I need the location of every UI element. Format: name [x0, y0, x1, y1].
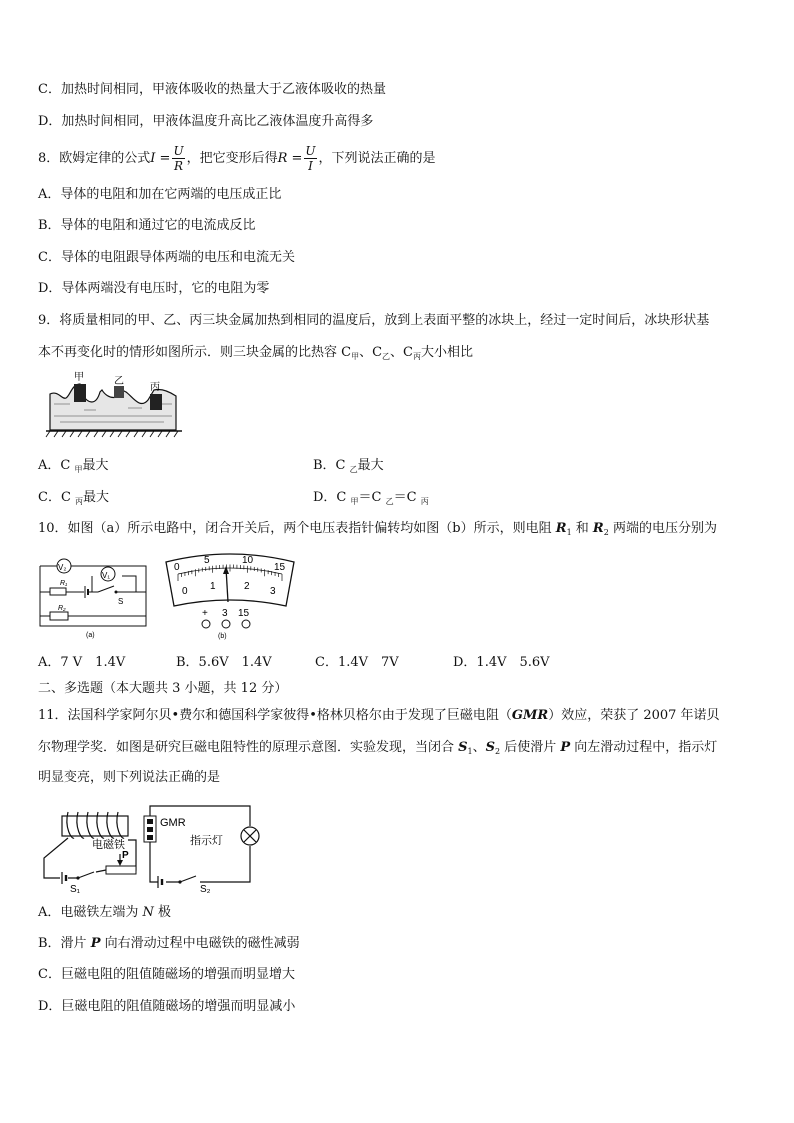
resistor-r1 [50, 588, 66, 595]
formula1-numerator: U [173, 144, 184, 158]
switch-contact [115, 591, 118, 594]
q11-gmr: GMR [511, 708, 549, 723]
formula1-lhs: I [150, 151, 156, 166]
q10-r1: R [555, 521, 567, 536]
q11-a-end: 极 [153, 905, 172, 920]
label-magnet: 电磁铁 [92, 839, 125, 851]
gmr-block-3 [147, 835, 153, 840]
label-v2: V₂ [58, 563, 67, 572]
q8-option-b: B．导体的电阻和通过它的电流成反比 [38, 218, 256, 233]
q10-r1-sub: 1 [566, 528, 572, 537]
q9-a-post: 最大 [82, 458, 109, 473]
q9-d-sub3: 丙 [420, 497, 429, 506]
q11-option-b [38, 934, 300, 954]
label-r2: R₂ [58, 605, 66, 612]
label-bing: 丙 [150, 382, 160, 393]
q9-sep2: 、C [390, 345, 413, 360]
gmr-block-1 [147, 819, 153, 824]
bottom-scale-0: 0 [182, 586, 188, 597]
q9-sub-bing: 丙 [413, 352, 421, 361]
q11-option-d: D．巨磁电阻的阻值随磁场的增强而明显减小 [38, 999, 296, 1014]
q8-stem-part2: ，把它变形后得 [186, 151, 278, 166]
metal-jia [74, 384, 86, 402]
resistor-r2 [50, 612, 68, 620]
s2-pivot [178, 880, 181, 883]
q9-d-pre: D．C [313, 490, 351, 505]
q9-d-mid1: ＝C [358, 490, 386, 505]
q11-sep: 、 [472, 740, 486, 755]
q9-c-pre: C．C [38, 490, 76, 505]
q10-stem-b: 和 [571, 521, 593, 536]
q10-stem-a: 10．如图（a）所示电路中，闭合开关后，两个电压表指针偏转均如图（b）所示，则电阻 [38, 521, 556, 536]
q7-option-d: D．加热时间相同，甲液体温度升高比乙液体温度升高得多 [38, 114, 374, 129]
q11-p: P [560, 740, 571, 755]
q9-d-sub1: 甲 [350, 497, 359, 506]
q11-stem-2a: 尔物理学奖．如图是研究巨磁电阻特性的原理示意图．实验发现，当闭合 [38, 740, 459, 755]
q9-sep1: 、C [359, 345, 383, 360]
metal-bing [150, 394, 162, 410]
formula2-fraction [304, 144, 316, 173]
terminal-plus: + [202, 608, 208, 619]
q10-r2: R [592, 521, 604, 536]
switch-s1 [78, 872, 94, 878]
switch-s2 [180, 876, 196, 882]
q9-sub-yi: 乙 [382, 352, 391, 361]
label-s1: S₁ [70, 884, 81, 894]
switch-lever [98, 586, 114, 592]
metal-yi [114, 386, 124, 398]
q9-option-a [38, 456, 108, 480]
label-s2: S₂ [200, 884, 211, 894]
formula2-denominator: I [308, 159, 313, 173]
q8-option-d: D．导体两端没有电压时，它的电阻为零 [38, 281, 270, 296]
voltmeter-dial-figure [160, 548, 300, 640]
q11-s2: S [485, 740, 496, 755]
gmr-experiment-figure [40, 800, 270, 894]
q9-a-pre: A．C [38, 458, 75, 473]
q9-stem-line1: 9．将质量相同的甲、乙、丙三块金属加热到相同的温度后，放到上表面平整的冰块上，经过一定时间后，冰块形状基 [38, 313, 710, 328]
q9-stem-end: 大小相比 [421, 345, 474, 360]
q7-option-c: C．加热时间相同，甲液体吸收的热量大于乙液体吸收的热量 [38, 82, 386, 97]
q9-d-sub2: 乙 [385, 497, 394, 506]
q9-b-sub: 乙 [349, 465, 358, 474]
q11-stem-line1 [38, 706, 720, 726]
q11-b-p: P [90, 936, 101, 951]
label-p: P [122, 850, 129, 861]
q11-stem-2b: 后使滑片 [500, 740, 561, 755]
ground-hatch [46, 431, 178, 437]
q8-option-a: A．导体的电阻和加在它两端的电压成正比 [38, 187, 282, 202]
terminal-15-knob [242, 620, 250, 628]
q9-sub-jia: 甲 [351, 352, 360, 361]
q9-option-c [38, 488, 109, 512]
q9-a-sub: 甲 [74, 465, 83, 474]
q9-option-b [313, 456, 384, 480]
top-scale-15: 15 [274, 562, 286, 573]
q11-stem-line2 [38, 738, 717, 762]
q9-b-post: 最大 [357, 458, 384, 473]
q9-d-mid2: ＝C [393, 490, 421, 505]
q11-b-text: B．滑片 [38, 936, 91, 951]
terminal-15: 15 [238, 608, 250, 619]
label-s: S [118, 597, 124, 606]
q10-r2-sub: 2 [603, 528, 609, 537]
bottom-scale-1: 1 [210, 581, 216, 592]
q9-stem-line2 [38, 343, 473, 367]
label-jia: 甲 [74, 372, 84, 383]
q10-option-c: C．1.4V 7V [315, 655, 399, 670]
formula1-denominator: R [173, 159, 184, 173]
terminal-plus-knob [202, 620, 210, 628]
q11-s1: S [458, 740, 468, 755]
q11-s2-sub: 2 [495, 747, 501, 756]
label-r1: R₁ [60, 580, 68, 587]
electromagnet-core [62, 816, 128, 836]
gmr-block-2 [147, 827, 153, 832]
top-scale-0: 0 [174, 562, 180, 573]
q10-stem-c: 两端的电压分别为 [608, 521, 717, 536]
caption-a: (a) [86, 632, 95, 639]
q11-option-c: C．巨磁电阻的阻值随磁场的增强而明显增大 [38, 967, 295, 982]
formula2-numerator: U [305, 144, 316, 158]
formula1-fraction [172, 144, 184, 173]
q11-stem-2c: 向左滑动过程中，指示灯 [570, 740, 718, 755]
label-lamp: 指示灯 [190, 835, 223, 847]
q9-c-sub: 丙 [75, 497, 84, 506]
q11-stem-1b: ）效应，荣获了 2007 年诺贝 [548, 708, 720, 723]
q8-option-c: C．导体的电阻跟导体两端的电压和电流无关 [38, 250, 295, 265]
terminal-3: 3 [222, 608, 228, 619]
ice-metal-figure [44, 370, 184, 440]
q11-stem-1a: 11．法国科学家阿尔贝•费尔和德国科学家彼得•格林贝格尔由于发现了巨磁电阻（ [38, 708, 512, 723]
caption-b: (b) [218, 633, 227, 640]
q9-b-pre: B．C [313, 458, 350, 473]
q11-option-a [38, 903, 171, 923]
q11-s1-sub: 1 [467, 747, 473, 756]
q11-stem-line3: 明显变亮，则下列说法正确的是 [38, 770, 221, 785]
q9-option-d [313, 488, 429, 512]
bottom-scale-3: 3 [270, 586, 276, 597]
q11-a-n: N [142, 905, 154, 920]
q11-b-end: 向右滑动过程中电磁铁的磁性减弱 [100, 936, 300, 951]
label-v1: V₁ [102, 571, 111, 580]
rheostat [106, 866, 136, 874]
circuit-a-figure [36, 548, 156, 640]
section-heading-multiple-choice: 二、多选题（本大题共 3 小题，共 12 分） [38, 681, 288, 696]
q10-option-b: B．5.6V 1.4V [176, 655, 272, 670]
q10-option-d: D．1.4V 5.6V [453, 655, 550, 670]
label-yi: 乙 [114, 376, 124, 387]
bottom-scale-2: 2 [244, 581, 250, 592]
s1-pivot [76, 876, 79, 879]
formula2-lhs: R [277, 151, 288, 166]
q8-stem: 8．欧姆定律的公式I = $\frac{U}{R}$ ，把它变形后得R = $\frac{U}{I}$ ，下列说法正确的是 [38, 144, 436, 173]
top-scale-10: 10 [242, 555, 254, 566]
q9-stem-text: 本不再变化时的情形如图所示．则三块金属的比热容 C [38, 345, 352, 360]
q11-a-text: A．电磁铁左端为 [38, 905, 143, 920]
q8-stem-part1: 8．欧姆定律的公式 [38, 151, 151, 166]
q10-stem [38, 519, 717, 543]
q10-option-a: A．7 V 1.4V [38, 655, 126, 670]
label-gmr: GMR [160, 817, 186, 829]
q9-c-post: 最大 [83, 490, 110, 505]
terminal-3-knob [222, 620, 230, 628]
q8-stem-part3: ，下列说法正确的是 [318, 151, 436, 166]
top-scale-5: 5 [204, 555, 210, 566]
